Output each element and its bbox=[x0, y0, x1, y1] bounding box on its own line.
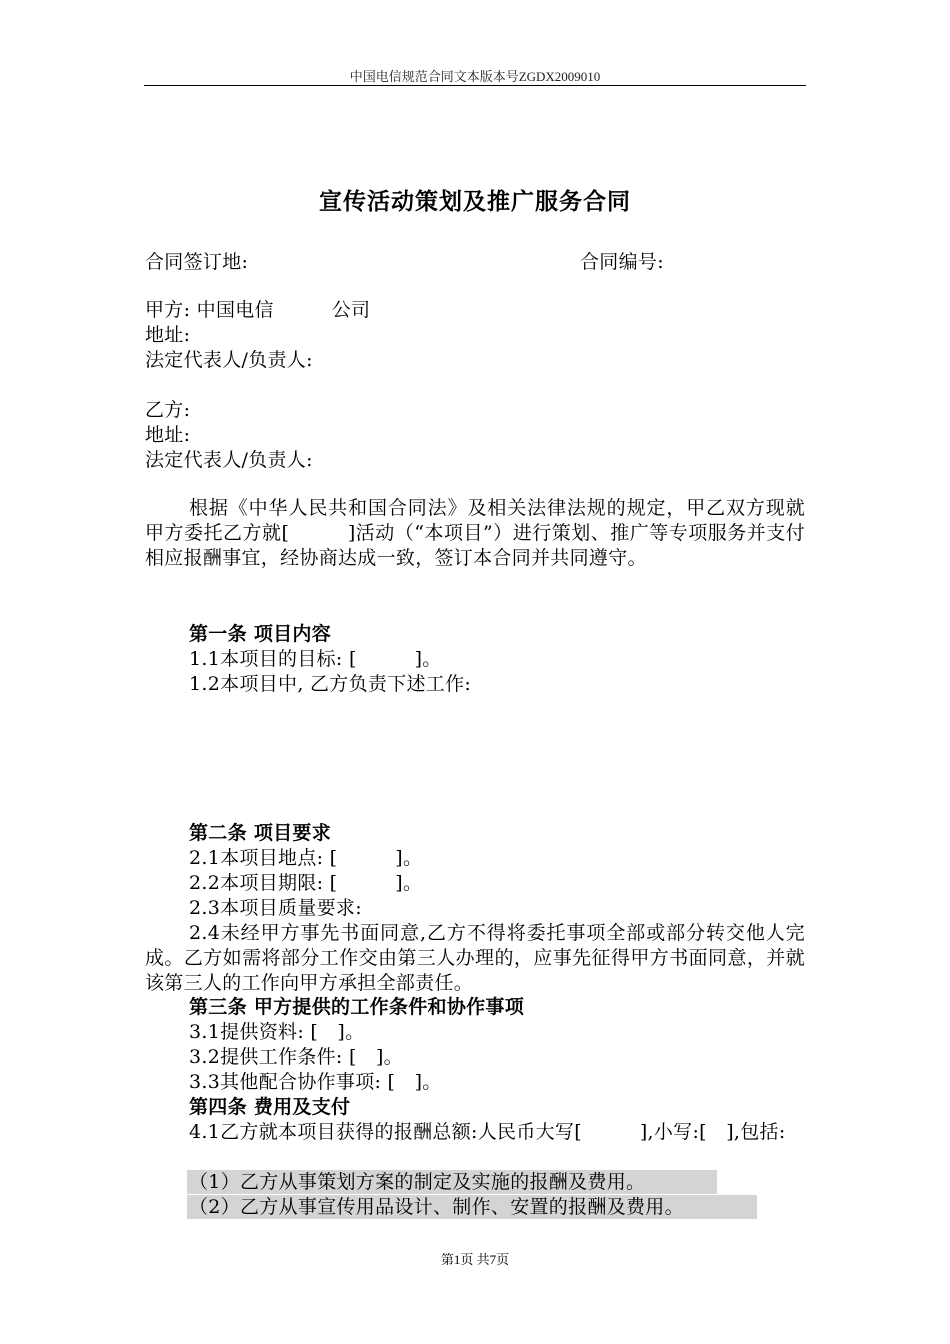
article-4-sub-item: （1）乙方从事策划方案的制定及实施的报酬及费用。 bbox=[187, 1170, 717, 1194]
party-b-name: 乙方: bbox=[145, 399, 191, 421]
party-a-name: 甲方: 中国电信 公司 bbox=[145, 299, 371, 321]
party-a-address: 地址: bbox=[145, 324, 191, 346]
contract-number-label: 合同编号: bbox=[580, 251, 664, 273]
document-title: 宣传活动策划及推广服务合同 bbox=[319, 188, 631, 215]
article-2-heading: 第二条 项目要求 bbox=[189, 822, 332, 844]
article-1-item: 1.1本项目的目标: [ ]。 bbox=[189, 648, 442, 670]
article-2-item-4: 2.4未经甲方事先书面同意,乙方不得将委托事项全部或部分转交他人完成。乙方如需将部分工作交由第三人办理的，应事先征得甲方书面同意，并就该第三人的工作向甲方承担全部责任。 bbox=[145, 922, 805, 994]
party-b-address: 地址: bbox=[145, 424, 191, 446]
party-a-representative: 法定代表人/负责人: bbox=[145, 349, 313, 371]
article-4-sub-item: （2）乙方从事宣传用品设计、制作、安置的报酬及费用。 bbox=[187, 1195, 757, 1219]
article-3-heading: 第三条 甲方提供的工作条件和协作事项 bbox=[189, 996, 525, 1018]
sign-place-label: 合同签订地: bbox=[145, 251, 249, 273]
article-3-item: 3.1提供资料: [ ]。 bbox=[189, 1021, 365, 1043]
header-divider bbox=[144, 85, 806, 86]
article-4-heading: 第四条 费用及支付 bbox=[189, 1096, 351, 1118]
preamble-paragraph: 根据《中华人民共和国合同法》及相关法律法规的规定，甲乙双方现就甲方委托乙方就[ ]活动（“本项目”）进行策划、推广等专项服务并支付相应报酬事宜，经协商达成一致，签订本合同并共同遵守。 bbox=[145, 497, 805, 569]
article-3-item: 3.3其他配合协作事项: [ ]。 bbox=[189, 1071, 442, 1093]
article-1-item: 1.2本项目中, 乙方负责下述工作: bbox=[189, 673, 472, 695]
article-4-item-1: 4.1乙方就本项目获得的报酬总额:人民币大写[ ],小写:[ ],包括: bbox=[189, 1121, 786, 1143]
page-footer: 第1页 共7页 bbox=[440, 1252, 510, 1267]
party-b-representative: 法定代表人/负责人: bbox=[145, 449, 313, 471]
page-header: 中国电信规范合同文本版本号ZGDX2009010 bbox=[349, 69, 601, 84]
article-2-item: 2.1本项目地点: [ ]。 bbox=[189, 847, 423, 869]
article-2-item: 2.2本项目期限: [ ]。 bbox=[189, 872, 423, 894]
article-1-heading: 第一条 项目内容 bbox=[189, 623, 332, 645]
article-3-item: 3.2提供工作条件: [ ]。 bbox=[189, 1046, 403, 1068]
article-2-item: 2.3本项目质量要求: bbox=[189, 897, 362, 919]
